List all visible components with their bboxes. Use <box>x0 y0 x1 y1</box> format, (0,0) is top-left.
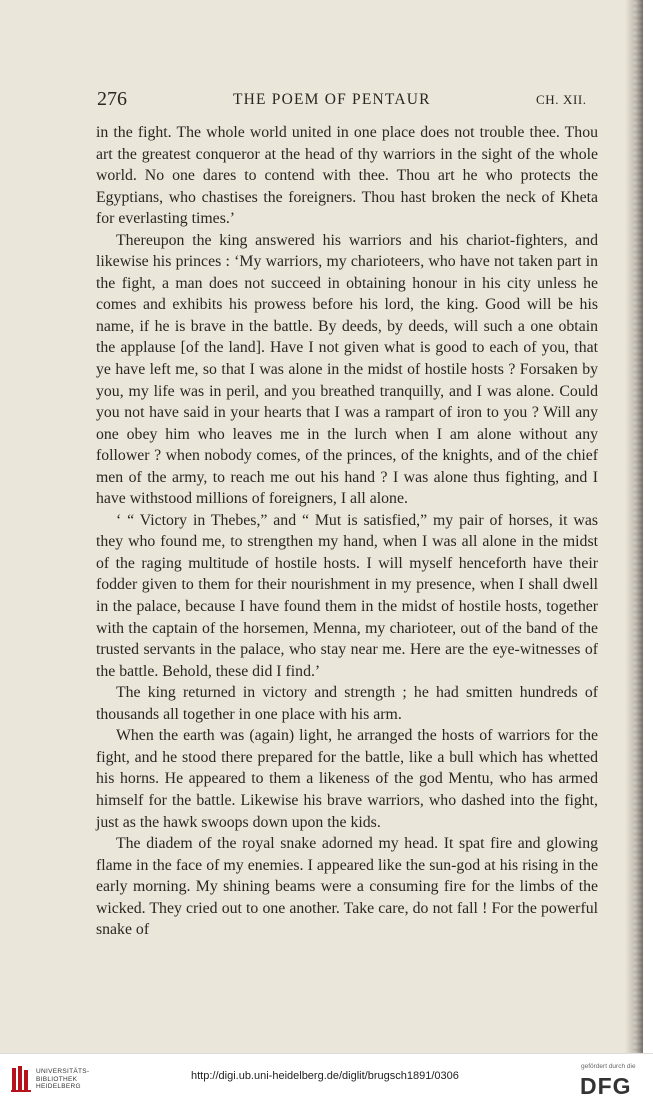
institution-line: UNIVERSITÄTS- <box>36 1068 90 1075</box>
institution-line: HEIDELBERG <box>36 1083 81 1090</box>
paragraph: When the earth was (again) light, he arranged the hosts of warriors for the fight, and he stood there prepared for the battle, like a bull which has whetted his horns. He appeared to them a likeness of the god Mentu, who has armed himself for the battle. Likewise his brave warriors, who dashed into the fight, just as the hawk swoops down upon the kids. <box>96 727 598 831</box>
running-title: THE POEM OF PENTAUR <box>233 91 431 108</box>
institution-name <box>36 1068 89 1091</box>
paragraph: The diadem of the royal snake adorned my head. It spat fire and glowing flame in the face of my enemies. I appeared like the sun-god at his rising in the early morning. My shining beams were a consuming fire for the limbs of the wicked. They cried out to one another. Take care, do not fall ! For the powerful snake of <box>96 835 598 939</box>
dfg-logo: DFG <box>580 1073 632 1099</box>
running-header <box>97 88 597 112</box>
book-spine-edge <box>633 0 643 1053</box>
viewer-footer <box>0 1053 653 1105</box>
paragraph: in the fight. The whole world united in one place does not trouble thee. Thou art the greatest conqueror at the head of thy warriors in the sight of the whole world. No one dares to contend with thee. Thou art he who protects the Egyptians, who chastises the foreigners. Thou hast broken the neck of Kheta for everlasting times.’ <box>96 124 598 228</box>
permalink-url[interactable]: http://digi.ub.uni-heidelberg.de/diglit/brugsch1891/0306 <box>191 1070 459 1082</box>
institution-line: BIBLIOTHEK <box>36 1075 78 1083</box>
university-library-logo-icon <box>10 1064 32 1094</box>
chapter-label: CH. XII. <box>536 92 587 107</box>
page-number: 276 <box>97 88 127 110</box>
paragraph: ‘ “ Victory in Thebes,” and “ Mut is satisfied,” my pair of horses, it was they who found me, to strengthen my hand, when I was all alone in the midst of the raging multitude of hostile hosts. I will myself henceforth have their fodder given to them for their nourishment in my presence, when I shall dwell in the palace, because I have found them in the midst of hostile hosts, together with the captain of the horsemen, Menna, my charioteer, out of the band of the trusted servants in the palace, who stay near me. Here are the eye-witnesses of the battle. Behold, these did I find.’ <box>96 511 598 680</box>
paragraph: Thereupon the king answered his warriors and his chariot-fighters, and likewise his princes : ‘My warriors, my charioteers, who have not taken part in the fight, a man does not succeed in obtaining honour in his city unless he comes and exhibits his prowess before his lord, the king. Good will be his name, if he is brave in the battle. By deeds, by deeds, will such a one obtain the applause [of the land]. Have I not given what is good to each of you, that ye have left me, so that I was alone in the midst of hostile hosts ? Forsaken by you, my life was in peril, and you breathed tranquilly, and I was alone. Could you not have said in your hearts that I was a rampart of iron to you ? Will any one obey him who leaves me in the lurch when I am alone without any follower ? when nobody comes, of the princes, of the knights, and of the chief men of the army, to reach me out his hand ? I was alone thus fighting, and I have withstood millions of foreigners, I all alone. <box>96 231 598 508</box>
paragraph: The king returned in victory and strength ; he had smitten hundreds of thousands all together in one place with his arm. <box>96 684 598 723</box>
body-text <box>96 122 598 941</box>
funded-by-label: gefördert durch die <box>581 1063 636 1070</box>
